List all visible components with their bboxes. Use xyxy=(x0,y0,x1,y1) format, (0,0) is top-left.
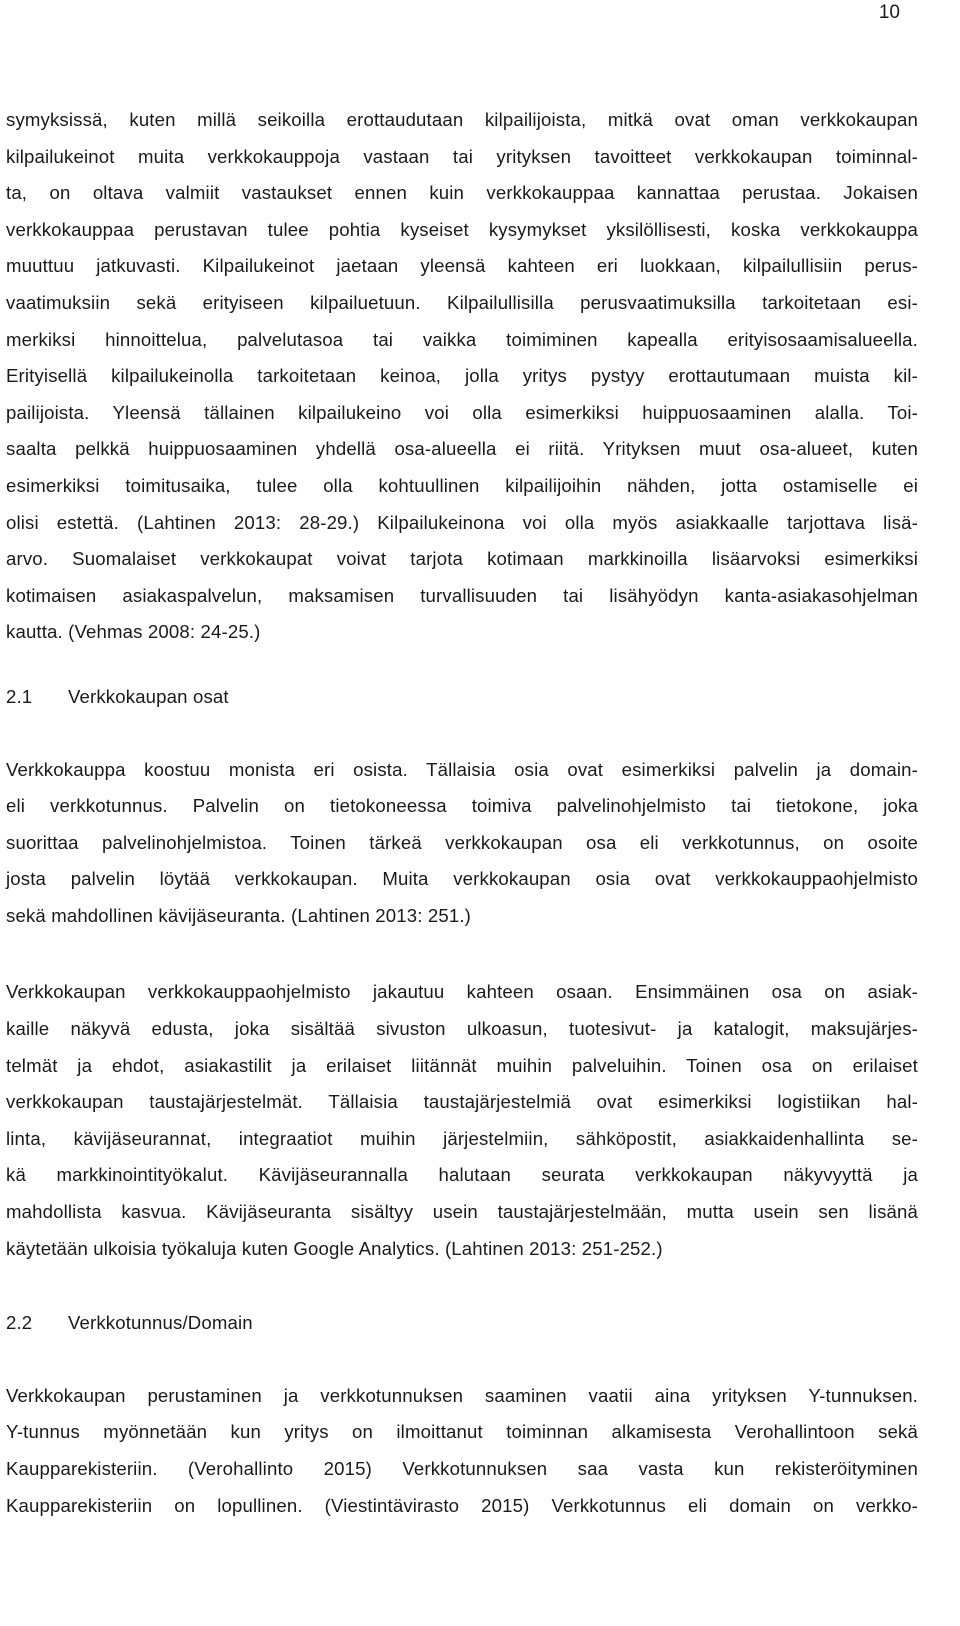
text-line: kautta. (Vehmas 2008: 24-25.) xyxy=(6,621,261,643)
text-line: käytetään ulkoisia työkaluja kuten Google Analytics. (Lahtinen 2013: 251-252.) xyxy=(6,1237,663,1259)
text-line: kaille näkyvä edusta, joka sisältää sivuston ulkoasun, tuotesivut- ja katalogit, maksujärjes- xyxy=(6,1018,918,1040)
paragraph-2-1-a xyxy=(6,752,918,935)
text-line: telmät ja ehdot, asiakastilit ja erilaiset liitännät muihin palveluihin. Toinen osa on erilaiset xyxy=(6,1054,918,1076)
section-number: 2.1 xyxy=(6,685,33,707)
text-line: suorittaa palvelinohjelmistoa. Toinen tärkeä verkkokaupan osa eli verkkotunnus, on osoite xyxy=(6,831,918,853)
section-number: 2.2 xyxy=(6,1312,33,1334)
text-line: arvo. Suomalaiset verkkokaupat voivat tarjota kotimaan markkinoilla lisäarvoksi esimerkiksi xyxy=(6,548,918,570)
text-line: verkkokaupan taustajärjestelmät. Tällaisia taustajärjestelmiä ovat esimerkiksi logistiikan hal- xyxy=(6,1091,918,1113)
text-line: verkkokauppaa perustavan tulee pohtia kyseiset kysymykset yksilöllisesti, koska verkkokauppa xyxy=(6,218,918,240)
text-line: symyksissä, kuten millä seikoilla erottaudutaan kilpailijoista, mitkä ovat oman verkkokaupan xyxy=(6,109,918,130)
text-line: olisi estettä. (Lahtinen 2013: 28-29.) Kilpailukeinona voi olla myös asiakkaalle tarjottava lisä- xyxy=(6,511,918,533)
text-line: vaatimuksiin sekä erityiseen kilpailuetuun. Kilpailullisilla perusvaatimuksilla tarkoitetaan esi- xyxy=(6,291,918,313)
text-line: josta palvelin löytää verkkokaupan. Muita verkkokaupan osia ovat verkkokauppaohjelmisto xyxy=(6,868,918,890)
text-line: kotimaisen asiakaspalvelun, maksamisen turvallisuuden tai lisähyödyn kanta-asiakasohjelman xyxy=(6,584,918,606)
document-body xyxy=(6,102,918,1524)
text-line: Erityisellä kilpailukeinolla tarkoitetaan keinoa, jolla yritys pystyy erottautumaan muista kil- xyxy=(6,365,918,387)
text-line: sekä mahdollinen kävijäseuranta. (Lahtinen 2013: 251.) xyxy=(6,904,471,926)
text-line: linta, kävijäseurannat, integraatiot muihin järjestelmiin, sähköpostit, asiakkaidenhallinta se- xyxy=(6,1127,918,1149)
section-heading-2-1 xyxy=(6,679,918,716)
text-line: pailijoista. Yleensä tällainen kilpailukeino voi olla esimerkiksi huippuosaaminen alalla. Toi- xyxy=(6,401,918,423)
text-line: Verkkokaupan verkkokauppaohjelmisto jakautuu kahteen osaan. Ensimmäinen osa on asiak- xyxy=(6,981,918,1003)
paragraph-intro xyxy=(6,102,918,651)
section-heading-2-2 xyxy=(6,1305,918,1342)
text-line: ta, on oltava valmiit vastaukset ennen kuin verkkokauppaa kannattaa perustaa. Jokaisen xyxy=(6,182,918,204)
text-line: saalta pelkkä huippuosaaminen yhdellä osa-alueella ei riitä. Yrityksen muut osa-alueet, kuten xyxy=(6,438,918,460)
text-line: esimerkiksi toimitusaika, tulee olla kohtuullinen kilpailijoihin nähden, jotta ostamiselle ei xyxy=(6,474,918,496)
paragraph-2-1-b xyxy=(6,974,918,1267)
text-line: Kaupparekisteriin on lopullinen. (Viestintävirasto 2015) Verkkotunnus eli domain on verkko- xyxy=(6,1494,918,1516)
text-line: mahdollista kasvua. Kävijäseuranta sisältyy usein taustajärjestelmään, mutta usein sen lisänä xyxy=(6,1201,918,1223)
text-line: Verkkokauppa koostuu monista eri osista. Tällaisia osia ovat esimerkiksi palvelin ja domain- xyxy=(6,758,918,780)
text-line: Y-tunnus myönnetään kun yritys on ilmoittanut toiminnan alkamisesta Verohallintoon sekä xyxy=(6,1421,918,1443)
text-line: kilpailukeinot muita verkkokauppoja vastaan tai yrityksen tavoitteet verkkokaupan toiminnal- xyxy=(6,145,918,167)
text-line: Verkkokaupan perustaminen ja verkkotunnuksen saaminen vaatii aina yrityksen Y-tunnuksen. xyxy=(6,1384,918,1406)
text-line: merkiksi hinnoittelua, palvelutasoa tai vaikka toimiminen kapealla erityisosaamisalueella. xyxy=(6,328,918,350)
section-title: Verkkokaupan osat xyxy=(68,685,229,707)
section-title: Verkkotunnus/Domain xyxy=(68,1312,253,1334)
text-line: muuttuu jatkuvasti. Kilpailukeinot jaetaan yleensä kahteen eri luokkaan, kilpailullisiin perus- xyxy=(6,255,918,277)
page-number: 10 xyxy=(878,2,900,23)
text-line: eli verkkotunnus. Palvelin on tietokoneessa toimiva palvelinohjelmisto tai tietokone, joka xyxy=(6,795,918,817)
paragraph-2-2-a xyxy=(6,1378,918,1524)
text-line: Kaupparekisteriin. (Verohallinto 2015) Verkkotunnuksen saa vasta kun rekisteröityminen xyxy=(6,1458,918,1479)
text-line: kä markkinointityökalut. Kävijäseurannalla halutaan seurata verkkokaupan näkyvyyttä ja xyxy=(6,1164,918,1186)
